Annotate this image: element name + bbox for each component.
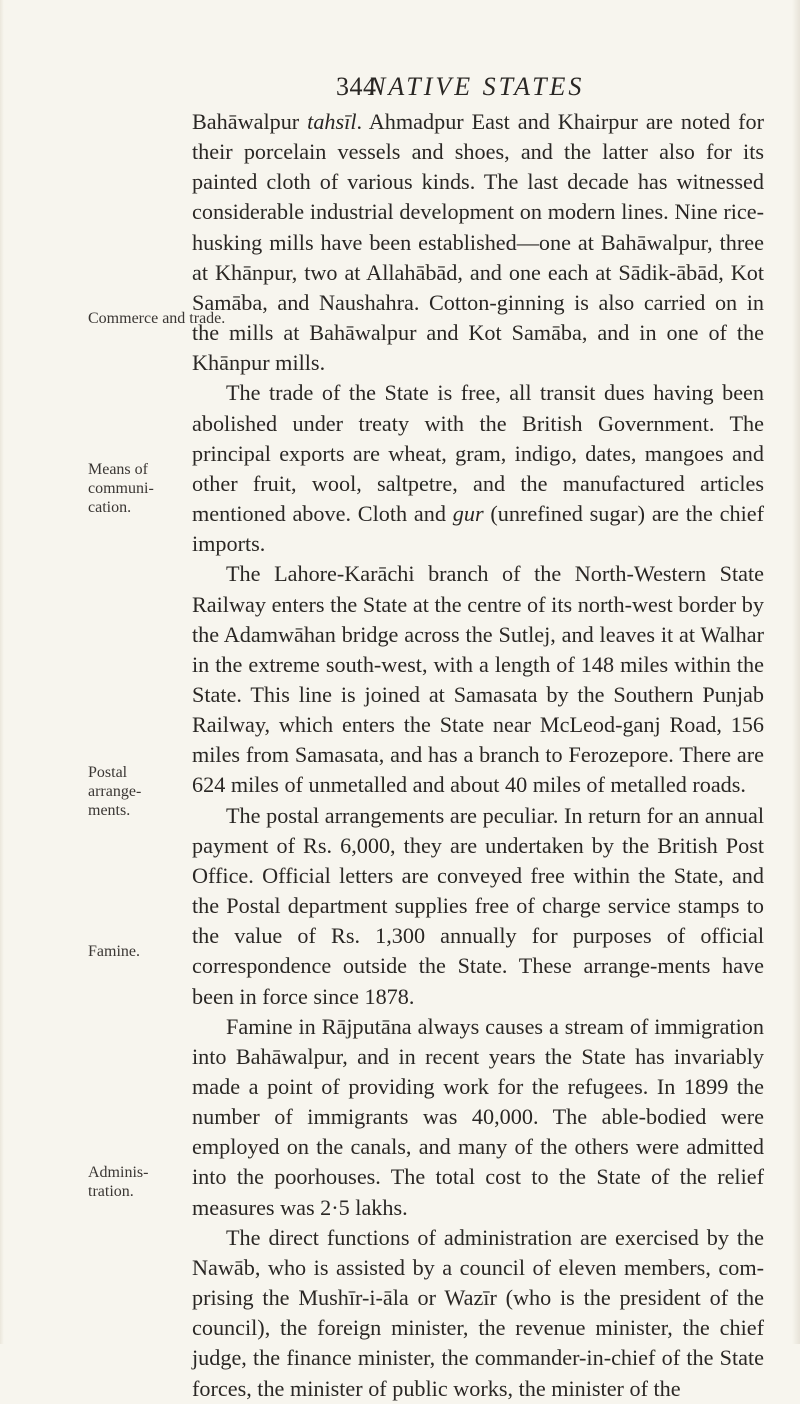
page-left-edge-shadow bbox=[0, 0, 4, 1344]
page-header bbox=[0, 72, 800, 112]
sidenote-administration: Adminis-tration. bbox=[88, 1164, 149, 1200]
sidenote-postal: Postal arrange-ments. bbox=[88, 764, 142, 819]
paragraph-administration: The direct functions of administration are exercised by the Nawāb, who is assisted by a council of eleven members, com-prising the Mushīr-i-āla or Wazīr (who is the president of the council), the foreign minister, the revenue minister, the chief judge, the finance minister, the commander-in-chief of the State forces, the minister of public works, the minister of the bbox=[192, 1224, 764, 1401]
paragraph-postal: The postal arrangements are peculiar. In return for an annual payment of Rs. 6,000, they are undertaken by the British Post Office. Official letters are conveyed free within the State, and the Postal department supplies free of charge service stamps to the value of Rs. 1,300 annually for purposes of official correspondence outside the State. These arrange-ments have been in force since 1878. bbox=[192, 802, 764, 1009]
italic-term-gur: gur bbox=[452, 501, 484, 527]
page-number: 344 bbox=[336, 72, 377, 101]
paragraph-commerce: The trade of the State is free, all transit dues having been abolished under treaty with the British Government. The principal exports are wheat, gram, indigo, dates, mangoes and other fruit, wool, saltpetre, and the manufactured articles mentioned above. Cloth and gur (unrefined sugar) are the chief imports. bbox=[192, 380, 764, 557]
body-text bbox=[192, 107, 764, 1404]
sidenote-commerce: Commerce and trade. bbox=[88, 310, 226, 327]
running-title: NATIVE STATES bbox=[368, 72, 585, 101]
page-right-edge-shadow bbox=[792, 0, 800, 1344]
paragraph-communication: The Lahore-Karāchi branch of the North-Western State Railway enters the State at the centre of its north-west border by the Adamwāhan bridge across the Sutlej, and leaves it at Walhar in the extreme south-west, with a length of 148 miles within the State. This line is joined at Samasata by the Southern Punjab Railway, which enters the State near McLeod-ganj Road, 156 miles from Samasata, and has a branch to Ferozepore. There are 624 miles of unmetalled and about 40 miles of metalled roads. bbox=[192, 561, 764, 798]
italic-term-tahsil: tahsīl bbox=[307, 109, 357, 134]
sidenote-famine: Famine. bbox=[88, 943, 140, 960]
sidenote-communication: Means of communi-cation. bbox=[88, 461, 154, 516]
paragraph-industry: Bahāwalpur tahsīl. Ahmadpur East and Khairpur are noted for their porcelain vessels and shoes, and the latter also for its painted cloth of various kinds. The last decade has witnessed considerable industrial development on modern lines. Nine rice-husking mills have been established—one at Bahāwalpur, three at Khānpur, two at Allahābād, and one each at Sādik-ābād, Kot Samāba, and Naushahra. Cotton-ginning is also carried on in the mills at Bahāwalpur and Kot Samāba, and in one of the Khānpur mills. bbox=[192, 109, 765, 376]
paragraph-famine: Famine in Rājputāna always causes a stream of immigration into Bahāwalpur, and in recent years the State has invariably made a point of providing work for the refugees. In 1899 the number of immigrants was 40,000. The able-bodied were employed on the canals, and many of the others were admitted into the poorhouses. The total cost to the State of the relief measures was 2·5 lakhs. bbox=[192, 1013, 764, 1220]
